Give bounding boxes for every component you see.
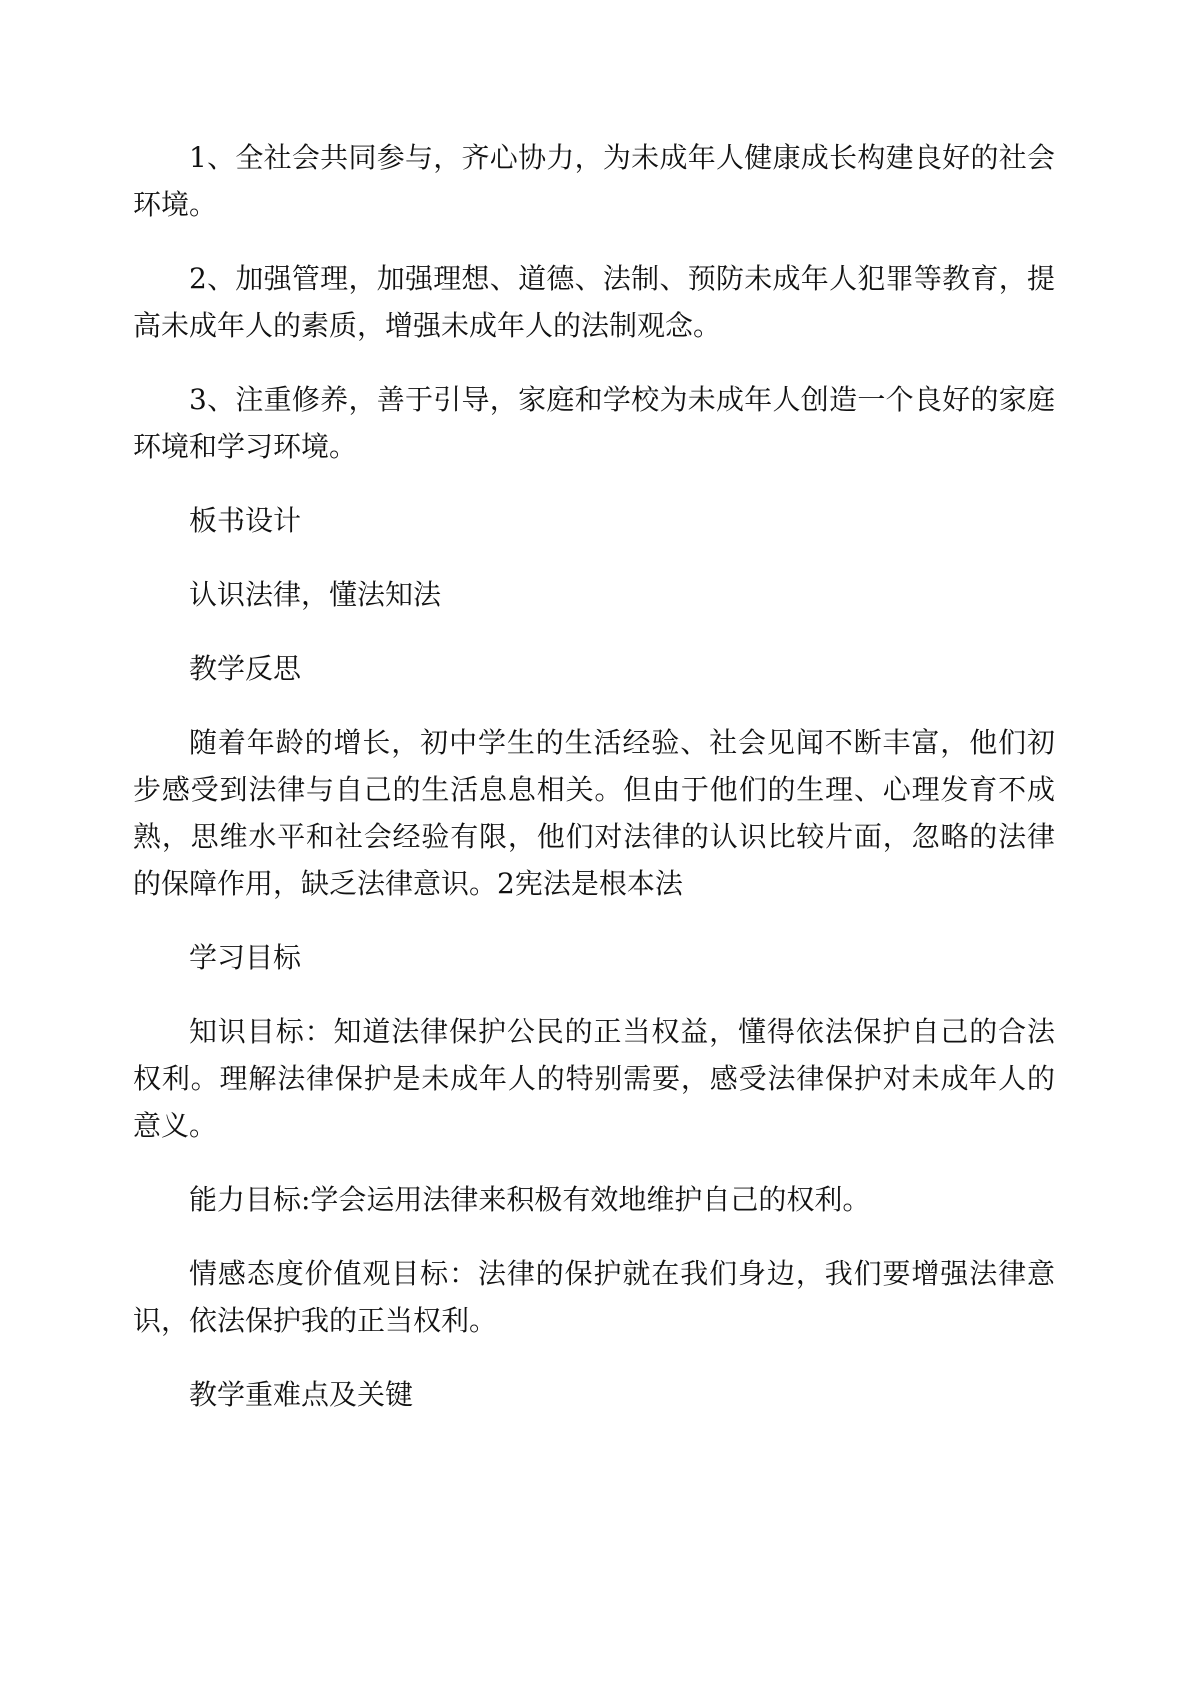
teaching-reflection-text: 随着年龄的增长，初中学生的生活经验、社会见闻不断丰富，他们初步感受到法律与自己的生活息息相关。但由于他们的生理、心理发育不成熟，思维水平和社会经验有限，他们对法律的认识比较片面，忽略的法律的保障作用，缺乏法律意识。2宪法是根本法 — [133, 726, 1055, 900]
heading-key-difficulties: 教学重难点及关键 — [189, 1378, 414, 1411]
paragraph-point-2: 2、加强管理，加强理想、道德、法制、预防未成年人犯罪等教育，提高未成年人的素质，增强未成年人的法制观念。 — [133, 262, 1055, 342]
ability-objective: 能力目标:学会运用法律来积极有效地维护自己的权利。 — [189, 1183, 871, 1216]
knowledge-objective: 知识目标：知道法律保护公民的正当权益，懂得依法保护自己的合法权利。理解法律保护是未成年人的特别需要，感受法律保护对未成年人的意义。 — [133, 1015, 1055, 1142]
board-design-text: 认识法律，懂法知法 — [189, 578, 442, 611]
document-body — [133, 134, 1055, 1418]
heading-teaching-reflection: 教学反思 — [189, 652, 302, 685]
heading-board-design: 板书设计 — [189, 504, 302, 537]
paragraph-point-1: 1、全社会共同参与，齐心协力，为未成年人健康成长构建良好的社会环境。 — [133, 141, 1055, 221]
heading-learning-objectives: 学习目标 — [189, 941, 302, 974]
emotion-attitude-objective: 情感态度价值观目标：法律的保护就在我们身边，我们要增强法律意识，依法保护我的正当权利。 — [133, 1257, 1055, 1337]
paragraph-point-3: 3、注重修养，善于引导，家庭和学校为未成年人创造一个良好的家庭环境和学习环境。 — [133, 383, 1055, 463]
